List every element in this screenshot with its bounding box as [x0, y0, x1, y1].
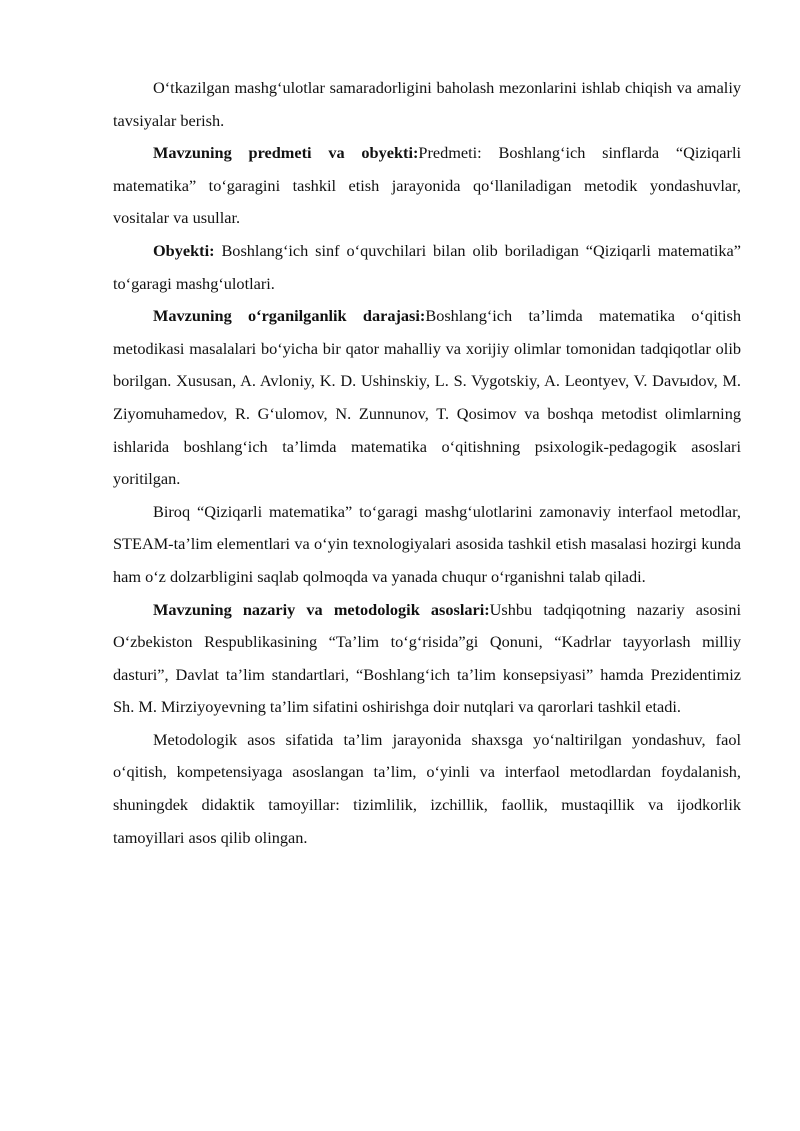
- paragraph-text: Predmeti: Boshlang‘ich sinflarda “Qiziqarli matematika” to‘garagini tashkil etish jarayonida qo‘llaniladigan metodik yondashuvlar, vositalar va usullar.: [113, 143, 742, 228]
- paragraph-object: [113, 235, 741, 300]
- paragraph-text: Ushbu tadqiqotning nazariy asosini O‘zbekiston Respublikasining “Ta’lim to‘g‘risida”gi Qonuni, “Kadrlar tayyorlash milliy dasturi”, Davlat ta’lim standartlari, “Boshlang‘ich ta’lim konsepsiyasi” hamda Prezidentimiz Sh. M. Mirziyoyevning ta’lim sifatini oshirishga doir nutqlari va qarorlari tashkil etadi.: [113, 599, 742, 717]
- paragraph-study-level: [113, 300, 741, 496]
- paragraph-text: Metodologik asos sifatida ta’lim jarayonida shaxsga yo‘naltirilgan yondashuv, faol o‘qitish, kompetensiyaga asoslangan ta’lim, o‘yinli va interfaol metodlardan foydalanish, shuningdek didaktik tamoyillar: tizimlilik, izchillik, faollik, mustaqillik va ijodkorlik tamoyillari asos qilib olingan.: [113, 729, 741, 847]
- paragraph-objective-end: [113, 72, 741, 137]
- paragraph-relevance: [113, 496, 741, 594]
- paragraph-heading: Mavzuning nazariy va metodologik asoslari:: [153, 599, 490, 619]
- paragraph-heading: Mavzuning predmeti va obyekti:: [153, 143, 419, 163]
- document-page: [113, 72, 741, 854]
- paragraph-heading: Mavzuning o‘rganilganlik darajasi:: [153, 306, 426, 326]
- paragraph-text: O‘tkazilgan mashg‘ulotlar samaradorligini baholash mezonlarini ishlab chiqish va amaliy tavsiyalar berish.: [113, 78, 741, 130]
- paragraph-subject: [113, 137, 741, 235]
- paragraph-heading: Obyekti:: [153, 240, 215, 260]
- paragraph-text: Boshlang‘ich sinf o‘quvchilari bilan olib boriladigan “Qiziqarli matematika” to‘garagi mashg‘ulotlari.: [113, 240, 741, 293]
- paragraph-theoretical-basis: [113, 594, 741, 724]
- paragraph-methodological-basis: [113, 724, 741, 854]
- paragraph-text: Boshlang‘ich ta’limda matematika o‘qitish metodikasi masalalari bo‘yicha bir qator mahalliy va xorijiy olimlar tomonidan tadqiqotlar olib borilgan. Xususan, A. Avloniy, K. D. Ushinskiy, L. S. Vygotskiy, A. Leontyev, V. Davыdov, M. Ziyomuhamedov, R. G‘ulomov, N. Zunnunov, T. Qosimov va boshqa metodist olimlarning ishlarida boshlang‘ich ta’limda matematika o‘qitishning psixologik-pedagogik asoslari yoritilgan.: [113, 306, 741, 489]
- paragraph-text: Biroq “Qiziqarli matematika” to‘garagi mashg‘ulotlarini zamonaviy interfaol metodlar, STEAM-ta’lim elementlari va o‘yin texnologiyalari asosida tashkil etish masalasi hozirgi kunda ham o‘z dolzarbligini saqlab qolmoqda va yanada chuqur o‘rganishni talab qiladi.: [113, 501, 741, 586]
